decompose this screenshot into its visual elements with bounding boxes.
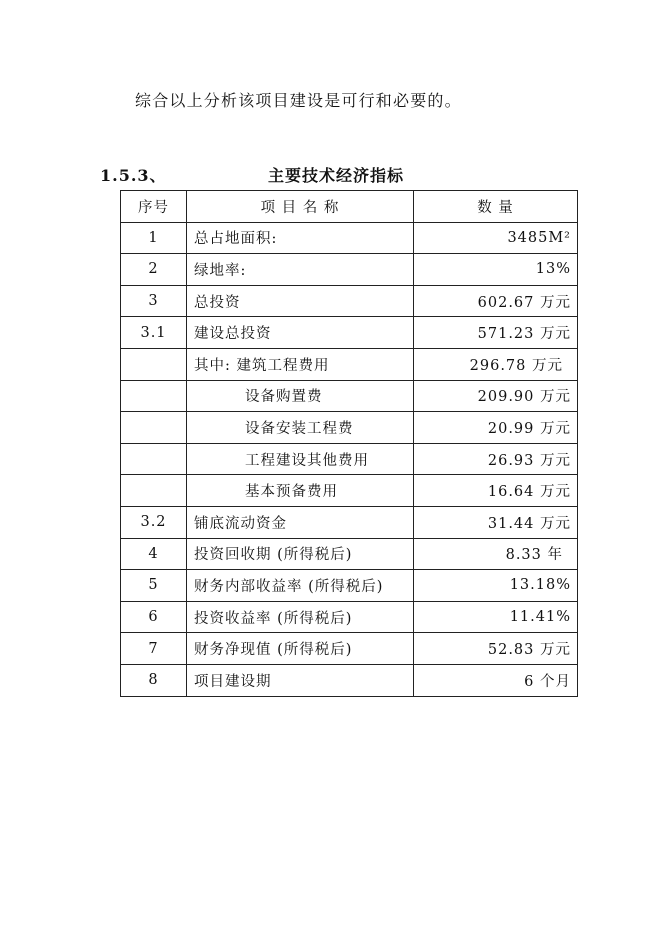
row-value: 26.93 万元 [414,443,578,475]
row-value: 16.64 万元 [414,475,578,507]
row-name: 投资回收期 (所得税后) [187,538,414,570]
row-value: 52.83 万元 [414,633,578,665]
row-name: 项目建设期 [187,664,414,696]
row-number: 3.2 [121,506,187,538]
row-value: 11.41% [414,601,578,633]
table-row [121,601,578,633]
row-number [121,412,187,444]
row-value: 8.33 年 [414,538,578,570]
row-number [121,443,187,475]
row-number: 2 [121,254,187,286]
row-number: 8 [121,664,187,696]
row-name: 总投资 [187,285,414,317]
row-name: 基本预备费用 [187,475,414,507]
row-name: 设备安装工程费 [187,412,414,444]
row-value: 20.99 万元 [414,412,578,444]
row-value: 571.23 万元 [414,317,578,349]
row-value: 209.90 万元 [414,380,578,412]
row-name: 其中: 建筑工程费用 [187,348,414,380]
row-name: 建设总投资 [187,317,414,349]
row-number: 4 [121,538,187,570]
section-number: 1.5.3、 [100,166,167,185]
section-title: 主要技术经济指标 [268,166,405,185]
table-row [121,380,578,412]
table-row [121,317,578,349]
row-value: 3485M² [414,222,578,254]
table-row [121,443,578,475]
row-value: 296.78 万元 [414,348,578,380]
row-value: 31.44 万元 [414,506,578,538]
table-row [121,348,578,380]
intro-paragraph: 综合以上分析该项目建设是可行和必要的。 [135,91,462,110]
table-row [121,506,578,538]
table-row [121,285,578,317]
table-row [121,633,578,665]
row-number [121,475,187,507]
table-row [121,570,578,602]
row-name: 铺底流动资金 [187,506,414,538]
table-row [121,412,578,444]
header-quantity: 数 量 [414,191,578,223]
row-number: 3 [121,285,187,317]
table-row [121,222,578,254]
row-number [121,348,187,380]
table-row [121,254,578,286]
table-header-row [121,191,578,223]
table-row [121,475,578,507]
row-number: 6 [121,601,187,633]
row-number: 5 [121,570,187,602]
row-value: 6 个月 [414,664,578,696]
row-name: 绿地率: [187,254,414,286]
row-number: 7 [121,633,187,665]
row-number [121,380,187,412]
row-name: 财务净现值 (所得税后) [187,633,414,665]
row-value: 602.67 万元 [414,285,578,317]
indicators-table [120,190,578,697]
header-serial-number: 序号 [121,191,187,223]
row-value: 13% [414,254,578,286]
row-name: 财务内部收益率 (所得税后) [187,570,414,602]
row-value: 13.18% [414,570,578,602]
row-name: 总占地面积: [187,222,414,254]
row-name: 设备购置费 [187,380,414,412]
table-row [121,538,578,570]
row-number: 3.1 [121,317,187,349]
row-number: 1 [121,222,187,254]
row-name: 工程建设其他费用 [187,443,414,475]
row-name: 投资收益率 (所得税后) [187,601,414,633]
header-item-name: 项 目 名 称 [187,191,414,223]
table-row [121,664,578,696]
